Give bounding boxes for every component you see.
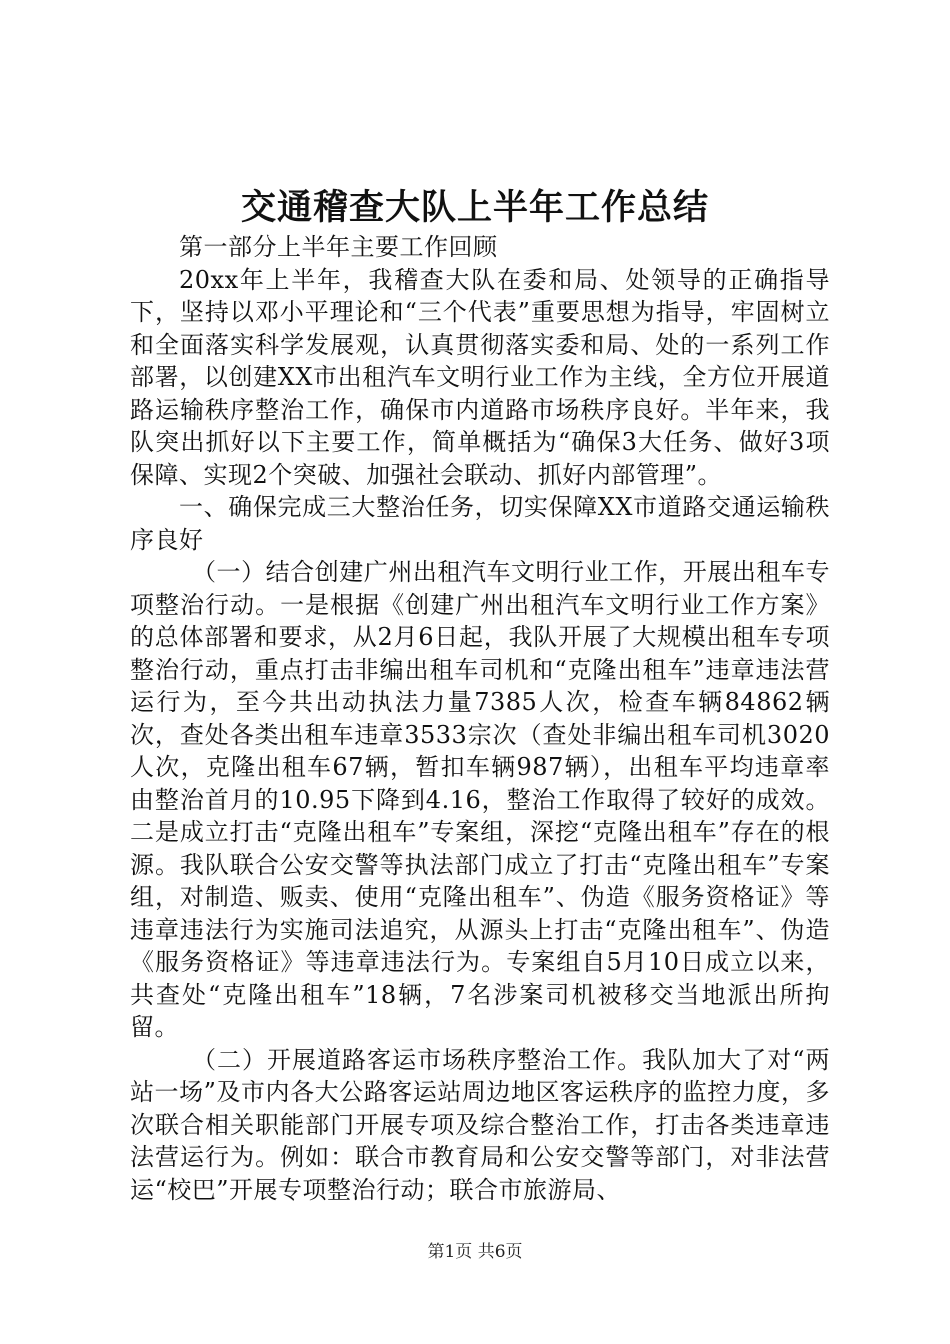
section-heading-1: 一、确保完成三大整治任务，切实保障XX市道路交通运输秩序良好 xyxy=(130,493,830,554)
paragraph-intro: 20xx年上半年，我稽查大队在委和局、处领导的正确指导下，坚持以邓小平理论和“三个代表”重要思想为指导，牢固树立和全面落实科学发展观，认真贯彻落实委和局、处的一系列工作部署，以创建XX市出租汽车文明行业工作为主线，全方位开展道路运输秩序整治工作，确保市内道路市场秩序良好。半年来，我队突出抓好以下主要工作，简单概括为“确保3大任务、做好3项保障、实现2个突破、加强社会联动、抓好内部管理”。 xyxy=(130,265,830,489)
paragraph-item-1: （一）结合创建广州出租汽车文明行业工作，开展出租车专项整治行动。一是根据《创建广州出租汽车文明行业工作方案》的总体部署和要求，从2月6日起，我队开展了大规模出租车专项整治行动，重点打击非编出租车司机和“克隆出租车”违章违法营运行为，至今共出动执法力量7385人次，检查车辆84862辆次，查处各类出租车违章3533宗次（查处非编出租车司机3020人次，克隆出租车67辆，暂扣车辆987辆），出租车平均违章率由整治首月的10.95下降到4.16，整治工作取得了较好的成效。二是成立打击“克隆出租车”专案组，深挖“克隆出租车”存在的根源。我队联合公安交警等执法部门成立了打击“克隆出租车”专案组，对制造、贩卖、使用“克隆出租车”、伪造《服务资格证》等违章违法行为实施司法追究，从源头上打击“克隆出租车”、伪造《服务资格证》等违章违法行为。专案组自5月10日成立以来，共查处“克隆出租车”18辆，7名涉案司机被移交当地派出所拘留。 xyxy=(130,558,830,1041)
section-heading: 第一部分上半年主要工作回顾 xyxy=(179,233,498,261)
paragraph-item-2: （二）开展道路客运市场秩序整治工作。我队加大了对“两站一场”及市内各大公路客运站周边地区客运秩序的监控力度，多次联合相关职能部门开展专项及综合整治工作，打击各类违章违法营运行为。例如：联合市教育局和公安交警等部门，对非法营运“校巴”开展专项整治行动；联合市旅游局、 xyxy=(130,1045,830,1204)
page-number-footer: 第1页 共6页 xyxy=(427,1242,523,1262)
document-title: 交通稽查大队上半年工作总结 xyxy=(240,187,709,228)
document-body xyxy=(130,231,830,1206)
